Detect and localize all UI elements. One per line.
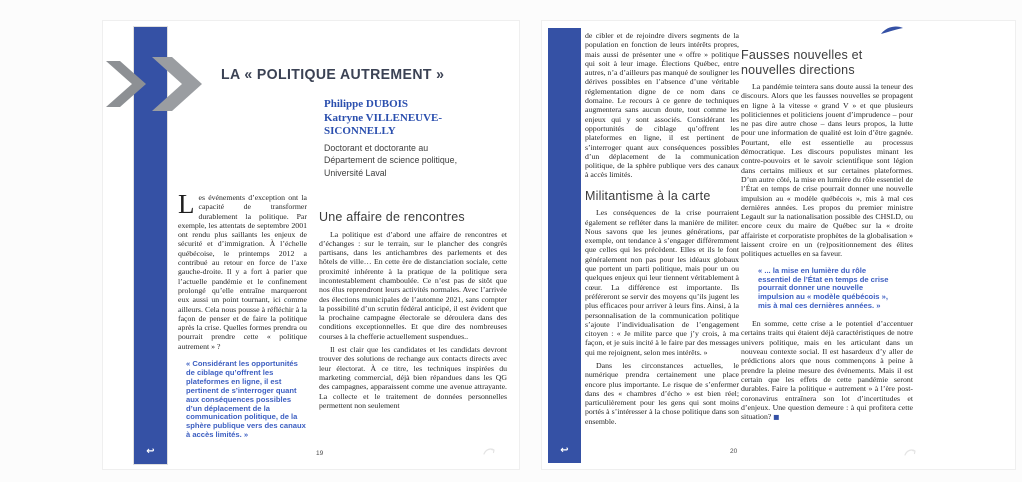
left-page xyxy=(102,20,520,470)
intro-paragraph: Les événements d’exception ont la capacité de transformer durablement la politique. Par exemple, les attentats de septembre 2001 ont rendu plus saillants les enjeux de sécurité et d’immigration. À l’échelle québécoise, le printemps 2012 a contribué au retour en force de l’axe gauche-droite. Il y a fort à parier que l’actuelle pandémie et le confinement prolongé qu’elle entraîne marqueront eux aussi un point tournant, ici comme ailleurs. Cela nous pousse à réfléchir à la façon de penser et de faire la politique après la crise. Quelles formes prendra ou pourrait prendre cette « politique autrement » ? xyxy=(178,189,307,351)
page-number-20: 20 xyxy=(730,448,738,455)
pull-quote-right: « ... la mise en lumière du rôle essentiel de l’État en temps de crise pourrait donner une nouvelle impulsion au « modèle québécois », mis à mal ces dernières années. » xyxy=(758,265,889,311)
page-flip-hotspot-icon[interactable] xyxy=(483,446,496,457)
right-column-1 xyxy=(585,31,739,430)
page-flip-hotspot-icon[interactable] xyxy=(904,447,917,458)
article-title: LA « POLITIQUE AUTREMENT » xyxy=(221,66,445,83)
publication-logo-icon: ↩ xyxy=(146,446,155,457)
body-paragraph-continuation: de cibler et de rejoindre divers segments de la population en fonction de leurs intérêts propres, mais aussi de présenter une « offre » politique qui soit à leur image. Élections Québec, entre autres, n’a d’ailleurs pas manqué de souligner les dérives possibles en l’absence d’une véritable réglementation digne de ce nom dans ce domaine. Le recours à ce genre de techniques augmentera sans aucun doute, tout comme les enjeux qui y sont associés. Considérant les opportunités de ciblage qu’offrent les plateformes en ligne, il est pertinent de s’interroger quant aux conséquences possibles d’un déplacement de la communication politique, de la sphère publique vers des canaux à accès limités. xyxy=(585,31,739,180)
author-2: Katryne VILLENEUVE-SICONNELLY xyxy=(324,111,443,137)
end-of-article-mark: ■ xyxy=(773,413,780,422)
pull-quote-left: « Considérant les opportunités de ciblage qu’offrent les plateformes en ligne, il est pertinent de s’interroger quant aux conséquences possibles d’un déplacement de la communication politique, de la sphère publique vers des canaux à accès limités. » xyxy=(186,359,306,440)
section-heading-militantisme: Militantisme à la carte xyxy=(585,188,711,203)
right-accent-bar xyxy=(548,28,581,463)
body-paragraph: Les conséquences de la crise pourraient également se refléter dans la manière de militer. Nous savons que les jeunes générations, par exemple, ont tendance à s’engager différemment que celles qui les précèdent. Elles et ils le font généralement non pas pour les idéaux globaux que portent un parti politique, mais pour un ou quelques enjeux qui leur tiennent véritablement à cœur. La différence est importante. Ils préféreront se servir des moyens qu’ils jugent les plus efficaces pour arriver à leurs fins. Ainsi, à la personnalisation de la communication politique s’ajoute l’individualisation de l’engagement citoyen : « Je milite parce que j’y crois, à ma façon, et je suis incité à le faire par des messages qui me rejoignent, selon mes intérêts. » xyxy=(585,208,739,357)
body-paragraph: Dans les circonstances actuelles, le numérique prendra certainement une place encore plus importante. Le risque de s’enfermer dans des « chambres d’écho » est bien réel; particulièrement pour les gens qui sont moins portés à s’intéresser à la chose politique dans son ensemble. xyxy=(585,361,739,426)
section-heading-fausses-nouvelles: Fausses nouvelles et nouvelles directions xyxy=(741,48,863,77)
corner-swoosh-decoration xyxy=(880,25,904,35)
author-1: Philippe DUBOIS xyxy=(324,98,409,110)
chevron-right-icon xyxy=(106,55,208,113)
right-column-2 xyxy=(741,48,913,426)
body-paragraph: La politique est d’abord une affaire de rencontres et d’échanges : sur le terrain, sur le plancher des congrès partisans, dans les antichambres des parlements et des hôtels de ville… En cette ère de distanciation sociale, cette proximité inhérente à la pratique de la politique sera incontestablement chamboulée. Ce n’est pas de sitôt que nos élus reprendront leurs activités normales. Avec l’arrivée des élections municipales de l’automne 2021, sans compter la possibilité d’un scrutin fédéral anticipé, il est évident que la prochaine campagne électorale se déroulera dans des conditions exceptionnelles. Et que dire des nombreuses courses à la chefferie actuellement suspendues.. xyxy=(319,229,507,341)
left-column-2 xyxy=(319,210,507,414)
author-affiliation: Doctorant et doctorante au Département de science politique, Université Laval xyxy=(324,143,458,178)
body-paragraph: Il est clair que les candidates et les candidats devront trouver des solutions de rechange aux contacts directs avec leur électorat. À ce titre, les techniques inspirées du marketing commercial, déjà bien répandues dans les QG des campagnes, apparaissent comme une avenue attrayante. La collecte et le traitement de données personnelles permettent non seulement xyxy=(319,345,507,410)
right-page xyxy=(541,20,1016,470)
page-number-19: 19 xyxy=(316,450,324,457)
author-names xyxy=(324,98,460,139)
closing-paragraph xyxy=(741,319,913,422)
body-paragraph: La pandémie teintera sans doute aussi la teneur des discours. Alors que les fausses nouvelles se propagent en ligne à la vitesse « grand V » et que plusieurs politiciennes et politiciens jouent d’imprudence – pour ne pas dire autre chose – dans leurs propos, la lutte pour une information de qualité est loin d’être gagnée. Pourtant, elle est essentielle au processus démocratique. Les discours populistes minant les contre-pouvoirs et le savoir scientifique sont légion dans certains milieux et sur certaines plateformes. D’un autre côté, la mise en lumière du rôle essentiel de l’État en temps de crise pourrait donner une nouvelle impulsion au « modèle québécois », mis à mal ces dernières années. Les propos du premier ministre Legault sur la nationalisation possible des CHSLD, ou encore ceux du maire de Québec sur la « droite affairiste et corporatiste prophètes de la globalisation » laissent croire en un (re)positionnement des élites politiques actuelles en sa faveur. xyxy=(741,82,913,259)
section-heading-rencontres: Une affaire de rencontres xyxy=(319,210,465,224)
closing-text: En somme, cette crise a le potentiel d’accentuer certains traits qui étaient déjà caractéristiques de notre univers politique, mais en les articulant dans un nouveau contexte social. Il est hasardeux d’y aller de prédictions alors que nous commençons à peine à prendre la pleine mesure des événements. Mais il est certain que les effets de cette pandémie seront durables. Faire la politique « autrement » à l’ère post-coronavirus entraînera son lot d’incertitudes et d’enjeux. Une question demeure : à qui profitera cette situation? xyxy=(741,319,913,422)
publication-logo-icon: ↩ xyxy=(560,445,569,456)
left-column-1 xyxy=(178,189,307,440)
